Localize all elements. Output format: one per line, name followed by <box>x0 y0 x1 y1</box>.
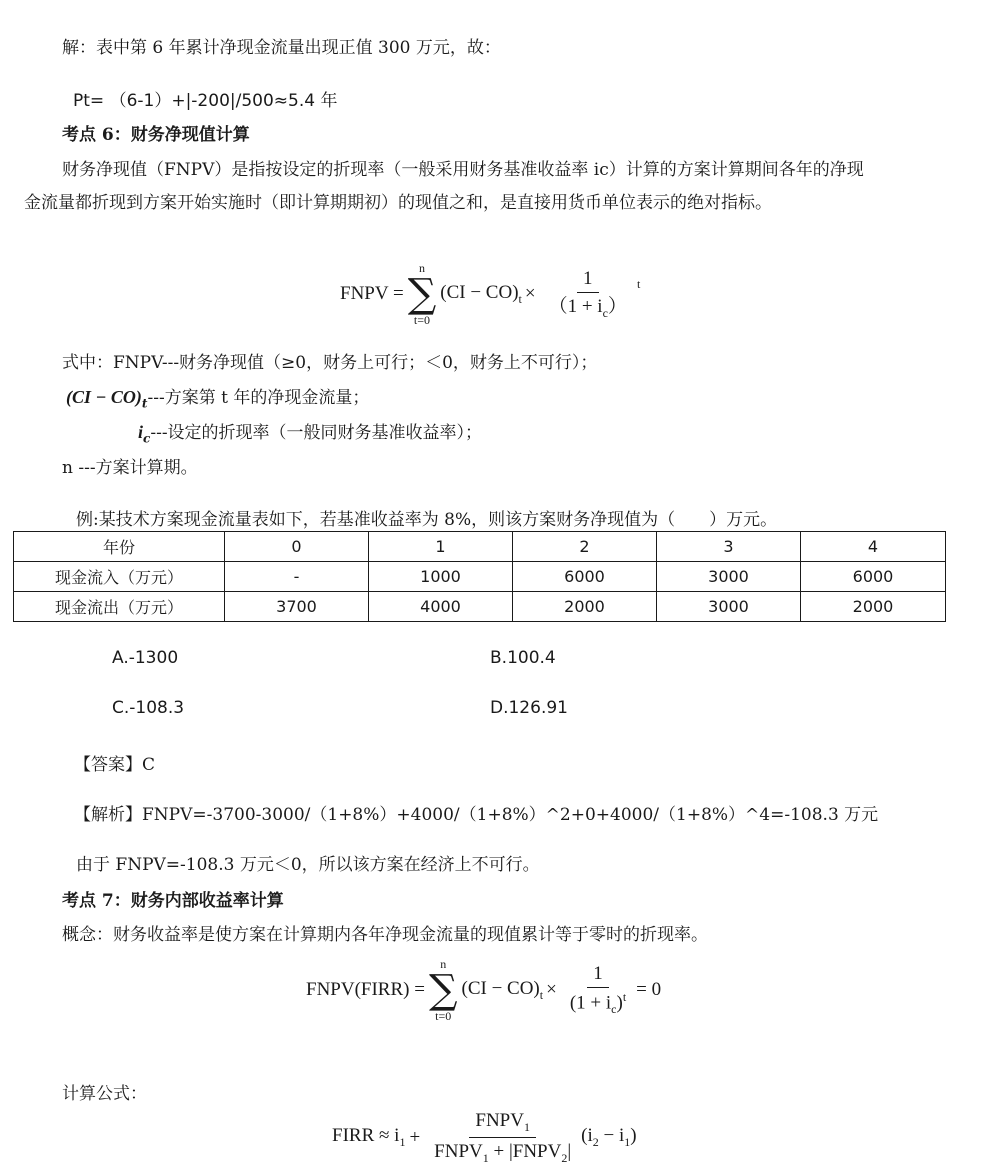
discount-fraction <box>564 963 632 1017</box>
option-c: C.-108.3 <box>112 698 185 718</box>
sigma-symbol: ∑ <box>407 271 437 317</box>
section6-para-line2: 金流量都折现到方案开始实施时（即计算期期初）的现值之和，是直接用货币单位表示的绝对指标。 <box>24 193 772 213</box>
equals-zero: = 0 <box>636 979 662 1000</box>
def-period: n ---方案计算期。 <box>62 458 198 478</box>
section7-title: 考点 7：财务内部收益率计算 <box>62 891 284 911</box>
fraction-numerator: $FNPV_1$ <box>469 1110 536 1138</box>
sum-lower: t=0 <box>435 1009 452 1023</box>
table-cell: - <box>225 562 369 592</box>
exponent-t: t <box>636 276 641 291</box>
discount-fraction <box>543 268 633 320</box>
fnpv-formula <box>340 262 640 326</box>
table-cell: 6000 <box>801 562 946 592</box>
table-cell: 2000 <box>513 592 657 622</box>
fnpv-firr-lhs: FNPV(FIRR) = <box>306 979 425 1000</box>
table-header-cell: 1 <box>369 532 513 562</box>
example-question: 例:某技术方案现金流量表如下，若基准收益率为 8%，则该方案财务净现值为（ ）万元。 <box>76 510 778 530</box>
cash-flow-table <box>13 531 946 622</box>
table-cell: 3000 <box>657 562 801 592</box>
interpolation-fraction <box>428 1110 577 1165</box>
sum-upper: n <box>418 261 425 275</box>
rate-difference: $(i_2 - i_1)$ <box>581 1125 637 1149</box>
table-row <box>14 562 946 592</box>
section6-title: 考点 6：财务净现值计算 <box>62 125 250 145</box>
sum-lower: t=0 <box>413 313 431 327</box>
table-header-cell: 4 <box>801 532 946 562</box>
cash-flow-term: $(CI - CO)_t$ <box>440 281 522 306</box>
table-cell: 现金流出（万元） <box>14 592 225 622</box>
option-d: D.126.91 <box>490 698 568 718</box>
summation <box>408 262 437 326</box>
fnpv-lhs: FNPV = <box>340 283 404 304</box>
table-cell: 3700 <box>225 592 369 622</box>
table-cell: 2000 <box>801 592 946 622</box>
answer-line: 【答案】C <box>74 755 156 775</box>
option-b: B.100.4 <box>490 648 556 668</box>
firr-lhs: FIRR ≈ $i_1$ <box>332 1125 406 1149</box>
def-cash-flow: $(CI - CO)_t---$方案第 t 年的净现金流量； <box>66 387 370 411</box>
fraction-numerator: 1 <box>587 963 609 988</box>
table-cell: 现金流入（万元） <box>14 562 225 592</box>
fraction-denominator: $(1 + i_c)^t$ <box>569 989 627 1017</box>
option-a: A.-1300 <box>112 648 179 668</box>
firr-formula <box>332 1110 637 1165</box>
table-row <box>14 592 946 622</box>
table-header-cell: 0 <box>225 532 369 562</box>
table-cell: 3000 <box>657 592 801 622</box>
cash-flow-term: $(CI - CO)_t$ <box>461 977 544 1002</box>
summation <box>429 958 458 1022</box>
def-fnpv: 式中：FNPV---财务净现值（≥0，财务上可行；＜0，财务上不可行）； <box>62 353 598 373</box>
fraction-denominator: $(1 + i_c)$ <box>548 295 627 320</box>
table-header-cell: 年份 <box>14 532 225 562</box>
conclusion-line: 由于 FNPV=-108.3 万元＜0，所以该方案在经济上不可行。 <box>76 855 540 875</box>
fraction-denominator: $FNPV_1$ + $|FNPV_2|$ <box>434 1140 572 1165</box>
table-header-cell: 2 <box>513 532 657 562</box>
section6-para-line1: 财务净现值（FNPV）是指按设定的折现率（一般采用财务基准收益率 ic）计算的方案计算期间各年的净现 <box>62 160 864 180</box>
fraction-numerator: 1 <box>577 268 599 293</box>
times-sign: × <box>524 283 536 304</box>
section7-concept: 概念：财务收益率是使方案在计算期内各年净现金流量的现值累计等于零时的折现率。 <box>62 925 708 945</box>
sigma-symbol: ∑ <box>428 967 458 1013</box>
sum-upper: n <box>440 957 447 971</box>
plus-sign: + <box>409 1126 421 1148</box>
intro-line: 解：表中第 6 年累计净现金流量出现正值 300 万元，故： <box>62 38 501 58</box>
table-cell: 6000 <box>513 562 657 592</box>
fnpv-firr-formula <box>306 958 661 1022</box>
times-sign: × <box>546 979 557 1000</box>
table-cell: 4000 <box>369 592 513 622</box>
table-header-cell: 3 <box>657 532 801 562</box>
def-discount-rate: $i_c---$设定的折现率（一般同财务基准收益率）； <box>138 422 483 446</box>
payback-formula: Pt= （6-1）+|-200|/500≈5.4 年 <box>73 91 338 111</box>
table-cell: 1000 <box>369 562 513 592</box>
table-header-row <box>14 532 946 562</box>
calc-label: 计算公式： <box>62 1084 147 1104</box>
analysis-line: 【解析】FNPV=-3700-3000/（1+8%）+4000/（1+8%）^2+0+4000/（1+8%）^4=-108.3 万元 <box>74 805 879 825</box>
